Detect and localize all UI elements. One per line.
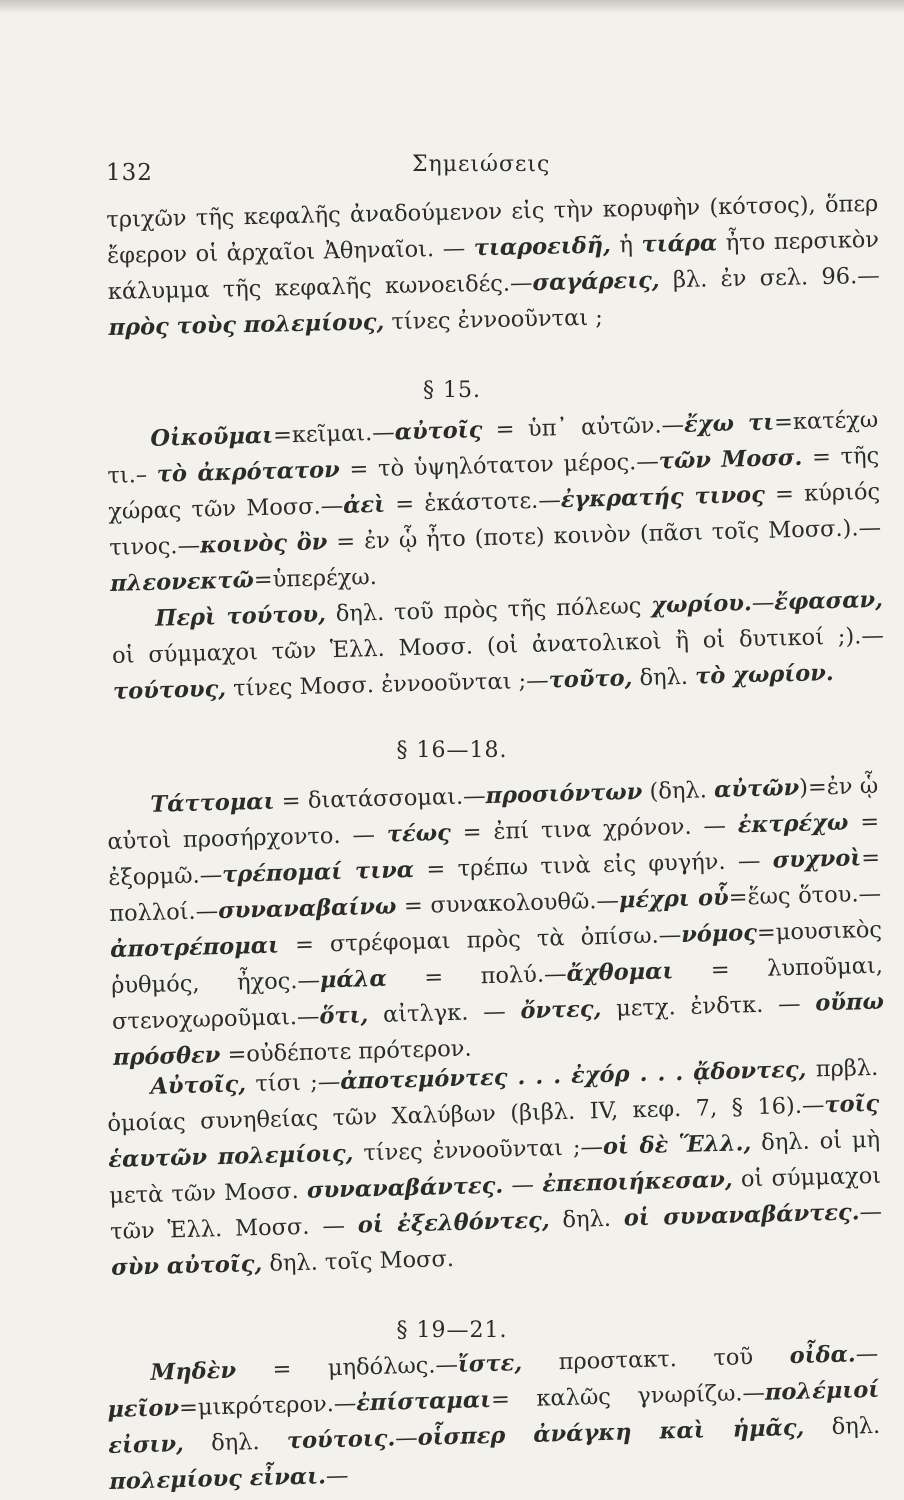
bold-term: Τάττομαι xyxy=(150,788,275,818)
bold-term: νόμος xyxy=(680,920,758,948)
page-header xyxy=(0,150,904,190)
plain-text: αἰτλγκ. — xyxy=(367,998,521,1029)
section-heading-16-18: § 16—18. xyxy=(396,738,508,763)
section-16-18-notes xyxy=(106,768,885,1076)
bold-term: ἔχω τι xyxy=(683,409,775,438)
page-top-edge xyxy=(0,0,904,14)
plain-text: ἦτο περσικὸν κάλυμμα τῆς κεφαλῆς κωνοειδές.— xyxy=(107,226,880,305)
bold-term: τούτους, xyxy=(112,675,227,705)
paragraph-text xyxy=(106,1050,883,1286)
plain-text: μετχ. ἐνδτκ. — xyxy=(601,990,816,1023)
bold-term: οὔπω πρόσθεν xyxy=(112,988,885,1071)
bold-term: ἔφασαν, xyxy=(773,586,884,616)
bold-term: οἶδα. xyxy=(789,1341,857,1370)
bold-term: τὸ χωρίον. xyxy=(694,660,834,690)
plain-text: = ὑπ᾽ αὐτῶν.— xyxy=(482,411,685,444)
plain-text: — xyxy=(855,1340,879,1368)
plain-text: )=ἐν ᾧ αὐτοὶ προσήρχοντο. — xyxy=(107,772,879,855)
page-number: 132 xyxy=(106,160,153,186)
plain-text: = ἐν ᾧ ἦτο (ποτε) κοινὸν (πᾶσι τοῖς Μοσσ.).— xyxy=(327,514,882,556)
plain-text: = τῆς χώρας τῶν Μοσσ.— xyxy=(108,442,880,525)
plain-text: = ἐπί τινα χρόνον. — xyxy=(450,812,739,846)
bold-term: πλεονεκτῶ xyxy=(109,567,255,597)
bold-term: προσιόντων xyxy=(485,778,643,810)
bold-term: σὺν αὐτοῖς, xyxy=(110,1250,263,1281)
paragraph-text xyxy=(106,402,882,602)
bold-term: οἱ δὲ Ἕλλ., xyxy=(602,1130,752,1161)
plain-text: =ἕως ὅτου.— xyxy=(728,880,882,911)
plain-text: προστακτ. τοῦ xyxy=(521,1343,791,1377)
plain-text: τίνες Μοσσ. ἐννοοῦνται ;— xyxy=(225,667,550,702)
plain-text: — xyxy=(502,1171,543,1199)
plain-text: τίνες ἐννοοῦνται ;— xyxy=(353,1134,604,1167)
plain-text: = ἑκάστοτε.— xyxy=(384,487,562,518)
plain-text: τίσι ;— xyxy=(245,1068,341,1098)
plain-text: =ὑπερέχω. xyxy=(253,563,378,594)
plain-text: ἡ xyxy=(610,231,642,259)
plain-text: δηλ. xyxy=(803,1412,881,1441)
running-title: Σημειώσεις xyxy=(412,152,551,177)
bold-term: τὸ ἀκρότατον xyxy=(156,456,341,488)
bold-term: πολεμίους εἶναι. xyxy=(108,1463,327,1495)
bold-term: πολέμιοί εἰσιν, xyxy=(108,1376,880,1459)
plain-text: δηλ. οἱ μὴ μετὰ τῶν Μοσσ. xyxy=(108,1126,881,1209)
plain-text: =κεῖμαι.— xyxy=(272,419,396,449)
bold-term: ἐπεποιήκεσαν, xyxy=(541,1166,733,1198)
bold-term: τρέπομαί τινα xyxy=(221,856,415,888)
plain-text: — xyxy=(394,1424,419,1452)
plain-text: τριχῶν τῆς κεφαλῆς ἀναδούμενον εἰς τὴν κορυφὴν (κότσος), ὅπερ ἔφερον οἱ ἀρχαῖοι Ἀθηναῖοι. — xyxy=(106,190,879,269)
plain-text: (δηλ. xyxy=(641,777,715,805)
bold-term: ἐκτρέχω xyxy=(737,809,849,839)
plain-text: =μικρότερον.— xyxy=(178,1390,357,1422)
bold-term: μέχρι οὗ xyxy=(618,884,730,914)
bold-term: ἐγκρατής τινος xyxy=(560,481,766,514)
bold-term: συναναβάντες. xyxy=(306,1172,504,1204)
plain-text: = μηδόλως.— xyxy=(235,1351,459,1384)
plain-text: δηλ. τοῖς Μοσσ. xyxy=(261,1245,455,1277)
plain-text: δηλ. xyxy=(549,1205,625,1234)
bold-term: ἄχθομαι xyxy=(566,958,674,988)
bold-term: χωρίου. xyxy=(650,590,753,619)
bold-term: Μηδὲν xyxy=(150,1357,237,1386)
plain-text: — xyxy=(859,1198,883,1226)
plain-text: =οὐδέποτε πρότερον. xyxy=(220,1035,472,1069)
plain-text: δηλ. xyxy=(183,1428,288,1457)
bold-term: τοῦτο, xyxy=(548,665,633,694)
plain-text: = ἐξορμῶ.— xyxy=(108,808,880,891)
bold-term: Περὶ τούτου, xyxy=(154,601,327,632)
bold-term: οἱ συναναβάντες. xyxy=(623,1199,860,1232)
plain-text: = τὸ ὑψηλότατον μέρος.— xyxy=(339,448,660,483)
bold-term: τέως xyxy=(386,819,452,848)
plain-text: πρβλ. ὁμοίας συνηθείας τῶν Χαλύβων (βιβλ. IV, κεφ. 7, § 16).— xyxy=(107,1054,879,1137)
bold-term: τιαροειδῆ, xyxy=(473,232,612,262)
plain-text: δηλ. xyxy=(632,663,696,692)
paragraph-text xyxy=(106,186,881,346)
plain-text: = πολλοί.— xyxy=(108,844,881,927)
plain-text: = πολύ.— xyxy=(386,961,567,992)
plain-text: = συνακολουθῶ.— xyxy=(395,887,620,920)
plain-text: = στρέφομαι πρὸς τὰ ὀπίσω.— xyxy=(278,921,682,959)
bold-term: ἐπίσταμαι xyxy=(355,1386,492,1417)
section-16-18-notes-continued xyxy=(106,1050,883,1286)
plain-text: — xyxy=(751,589,775,617)
bold-term: συναναβαίνω xyxy=(217,893,397,925)
plain-text: οἱ σύμμαχοι τῶν Ἑλλ. Μοσσ. — xyxy=(109,1162,882,1245)
plain-text: δηλ. τοῦ πρὸς τῆς πόλεως xyxy=(325,592,652,628)
plain-text: =κατέχω τι.– xyxy=(107,406,879,489)
bold-term: μάλα xyxy=(319,965,388,994)
plain-text: = κύριός τινος.— xyxy=(108,478,881,561)
plain-text: οἱ σύμμαχοι τῶν Ἑλλ. Μοσσ. (οἱ ἀνατολικοὶ ἢ οἱ δυτικοί ;).— xyxy=(111,622,885,669)
bold-term: συχνοὶ xyxy=(772,845,862,874)
plain-text: — xyxy=(325,1462,349,1490)
bold-term: ἀεὶ xyxy=(342,491,386,519)
bold-term: τιάρα xyxy=(641,230,718,258)
bold-term: ἀποτεμόντες . . . ἐχόρ . . . ᾄδοντες, xyxy=(339,1056,807,1095)
section-19-21-notes xyxy=(106,1336,882,1500)
plain-text: = καλῶς γνωρίζω.— xyxy=(490,1379,766,1413)
section-15-notes xyxy=(106,402,885,710)
bold-term: ἴστε, xyxy=(457,1350,523,1378)
section-heading-19-21: § 19—21. xyxy=(396,1318,508,1343)
bold-term: μεῖον xyxy=(107,1395,180,1423)
plain-text: =μουσικὸς ῥυθμός, ἦχος.— xyxy=(110,916,883,999)
plain-text: = τρέπω τινὰ εἰς φυγήν. — xyxy=(413,847,774,883)
section-heading-15: § 15. xyxy=(423,378,481,403)
bold-term: αὐτῶν xyxy=(713,774,800,804)
paragraph-continuation xyxy=(106,186,881,346)
bold-term: Οἰκοῦμαι xyxy=(150,422,274,452)
bold-term: κοινὸς ὂν xyxy=(199,529,328,559)
paragraph-text xyxy=(106,1336,882,1500)
bold-term: τούτοις. xyxy=(286,1425,396,1455)
bold-term: ὄντες, xyxy=(520,996,602,1025)
bold-term: ἀποτρέπομαι xyxy=(109,932,280,963)
bold-term: Αὐτοῖς, xyxy=(150,1071,247,1100)
bold-term: ὅτι, xyxy=(319,1002,369,1030)
paragraph-text xyxy=(106,768,885,1076)
bold-term: οἷσπερ ἀνάγκη καὶ ἡμᾶς, xyxy=(417,1414,805,1451)
bold-term: αὐτοῖς xyxy=(394,417,483,446)
bold-term: οἱ ἐξελθόντες, xyxy=(357,1207,550,1239)
plain-text: = διατάσσομαι.— xyxy=(274,783,486,815)
bold-term: πρὸς τοὺς πολεμίους, xyxy=(108,309,385,341)
plain-text: τίνες ἐννοοῦνται ; xyxy=(384,304,604,336)
bold-term: σαγάρεις, xyxy=(532,267,660,297)
plain-text: = λυποῦμαι, στενοχωροῦμαι.— xyxy=(111,952,884,1035)
paragraph-text xyxy=(111,582,886,710)
bold-term: τοῖς ἑαυτῶν πολεμίοις, xyxy=(108,1090,880,1173)
plain-text: βλ. ἐν σελ. 96.— xyxy=(659,262,880,294)
bold-term: τῶν Μοσσ. xyxy=(658,444,803,475)
